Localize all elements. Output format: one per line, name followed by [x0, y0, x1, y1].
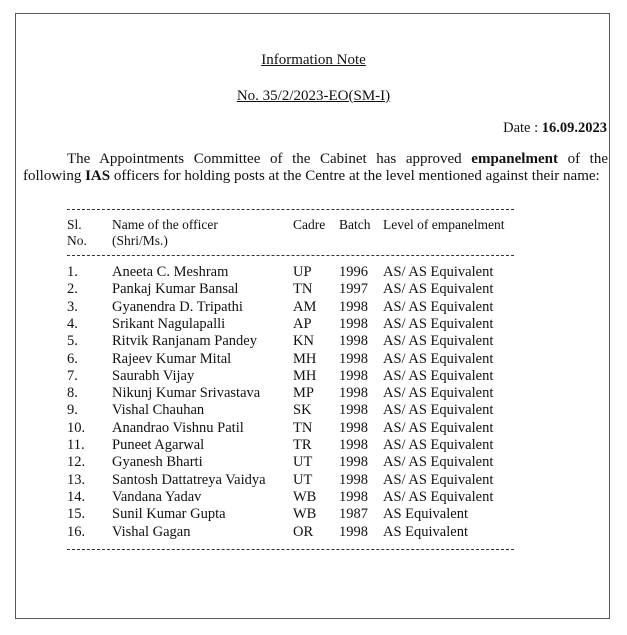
table-row [0, 437, 627, 454]
cell-cadre: AP [293, 315, 312, 332]
cell-batch: 1998 [339, 298, 368, 315]
cell-level: AS/ AS Equivalent [383, 281, 494, 298]
cell-batch: 1998 [339, 488, 368, 505]
intro-paragraph [23, 151, 608, 185]
cell-level: AS/ AS Equivalent [383, 315, 494, 332]
cell-batch: 1998 [339, 437, 368, 453]
cell-cadre: TN [293, 281, 313, 298]
cell-level: AS/ AS Equivalent [383, 385, 494, 402]
cell-name: Sunil Kumar Gupta [112, 506, 226, 523]
cell-cadre: TR [293, 437, 312, 453]
cell-no: 7. [67, 367, 78, 384]
cell-batch: 1987 [339, 506, 368, 523]
cell-name: Rajeev Kumar Mital [112, 350, 232, 367]
cell-batch: 1998 [339, 367, 368, 384]
table-row [0, 385, 627, 402]
table-row [0, 333, 627, 350]
cell-name: Ritvik Ranjanam Pandey [112, 333, 257, 350]
header-sl-line2: No. [67, 233, 87, 248]
table-bottom-rule [67, 549, 514, 550]
cell-cadre: MP [293, 385, 314, 402]
cell-level: AS/ AS Equivalent [383, 488, 494, 505]
cell-no: 14. [67, 488, 86, 505]
cell-cadre: UP [293, 264, 312, 280]
cell-no: 8. [67, 385, 78, 402]
cell-cadre: SK [293, 402, 312, 419]
cell-cadre: WB [293, 506, 317, 523]
cell-level: AS/ AS Equivalent [383, 454, 494, 471]
cell-name: Vishal Gagan [112, 523, 191, 540]
cell-no: 15. [67, 506, 86, 523]
cell-no: 4. [67, 315, 78, 332]
date-line [503, 120, 607, 137]
table-row [0, 506, 627, 523]
cell-no: 5. [67, 333, 78, 350]
cell-cadre: MH [293, 350, 317, 367]
cell-name: Srikant Nagulapalli [112, 315, 226, 332]
table-row [0, 454, 627, 471]
cell-cadre: KN [293, 333, 314, 350]
table-top-rule [67, 209, 514, 210]
cell-level: AS/ AS Equivalent [383, 367, 494, 384]
reference-number: No. 35/2/2023-EO(SM-I) [236, 88, 391, 104]
table-row [0, 489, 627, 506]
cell-no: 12. [67, 454, 86, 471]
table-row [0, 316, 627, 333]
cell-no: 9. [67, 402, 78, 419]
intro-text-3: officers for holding posts at the Centre at the level mentioned against their name: [113, 168, 600, 184]
intro-text-2: of the following [23, 151, 608, 184]
cell-name: Santosh Dattatreya Vaidya [112, 471, 266, 488]
cell-name: Puneet Agarwal [112, 437, 205, 453]
cell-name: Anandrao Vishnu Patil [112, 419, 244, 436]
cell-name: Aneeta C. Meshram [112, 264, 229, 280]
cell-no: 10. [67, 419, 86, 436]
cell-batch: 1998 [339, 350, 368, 367]
cell-name: Gyanendra D. Tripathi [112, 298, 243, 315]
cell-level: AS Equivalent [383, 523, 468, 540]
document-title: Information Note [261, 52, 366, 68]
header-sl-no [67, 217, 87, 249]
cell-batch: 1998 [339, 454, 368, 471]
table-row [0, 264, 627, 281]
cell-cadre: OR [293, 523, 314, 540]
cell-name: Pankaj Kumar Bansal [112, 281, 239, 298]
cell-cadre: MH [293, 367, 317, 384]
cell-level: AS/ AS Equivalent [383, 264, 494, 280]
cell-name: Saurabh Vijay [112, 367, 195, 384]
cell-level: AS/ AS Equivalent [383, 350, 494, 367]
header-name-line2: (Shri/Ms.) [112, 233, 168, 248]
cell-level: AS/ AS Equivalent [383, 471, 494, 488]
cell-name: Vandana Yadav [112, 488, 202, 505]
cell-no: 13. [67, 471, 86, 488]
cell-no: 3. [67, 298, 78, 315]
table-row [0, 524, 627, 541]
cell-name: Gyanesh Bharti [112, 454, 203, 471]
table-row [0, 420, 627, 437]
table-row [0, 299, 627, 316]
header-name-line1: Name of the officer [112, 217, 218, 232]
intro-bold-empanelment: empanelment [471, 151, 558, 167]
cell-cadre: UT [293, 471, 313, 488]
table-row [0, 351, 627, 368]
cell-batch: 1996 [339, 264, 368, 280]
header-batch: Batch [339, 217, 371, 232]
cell-batch: 1998 [339, 419, 368, 436]
cell-name: Nikunj Kumar Srivastava [112, 385, 261, 402]
cell-batch: 1997 [339, 281, 368, 298]
cell-no: 2. [67, 281, 78, 298]
cell-cadre: UT [293, 454, 313, 471]
header-name [112, 217, 218, 249]
cell-cadre: WB [293, 488, 317, 505]
header-cadre: Cadre [293, 217, 326, 232]
cell-level: AS/ AS Equivalent [383, 437, 494, 453]
date-label: Date : [503, 120, 539, 136]
cell-no: 6. [67, 350, 78, 367]
cell-batch: 1998 [339, 315, 368, 332]
cell-cadre: AM [293, 298, 317, 315]
cell-batch: 1998 [339, 402, 368, 419]
cell-batch: 1998 [339, 523, 368, 540]
cell-no: 11. [67, 437, 85, 453]
cell-level: AS/ AS Equivalent [383, 402, 494, 419]
cell-name: Vishal Chauhan [112, 402, 205, 419]
intro-text-1: The Appointments Committee of the Cabinet has approved [67, 151, 462, 167]
table-row [0, 368, 627, 385]
cell-batch: 1998 [339, 333, 368, 350]
table-header-rule [67, 255, 514, 256]
cell-no: 1. [67, 264, 78, 280]
table-row [0, 402, 627, 419]
date-value: 16.09.2023 [541, 120, 607, 136]
cell-cadre: TN [293, 419, 313, 436]
cell-level: AS/ AS Equivalent [383, 419, 494, 436]
cell-batch: 1998 [339, 385, 368, 402]
cell-level: AS Equivalent [383, 506, 468, 523]
table-row [0, 281, 627, 298]
cell-batch: 1998 [339, 471, 368, 488]
cell-no: 16. [67, 523, 86, 540]
table-row [0, 472, 627, 489]
header-sl-line1: Sl. [67, 217, 82, 232]
intro-bold-ias: IAS [85, 168, 111, 184]
header-level: Level of empanelment [383, 217, 505, 232]
cell-level: AS/ AS Equivalent [383, 333, 494, 350]
cell-level: AS/ AS Equivalent [383, 298, 494, 315]
